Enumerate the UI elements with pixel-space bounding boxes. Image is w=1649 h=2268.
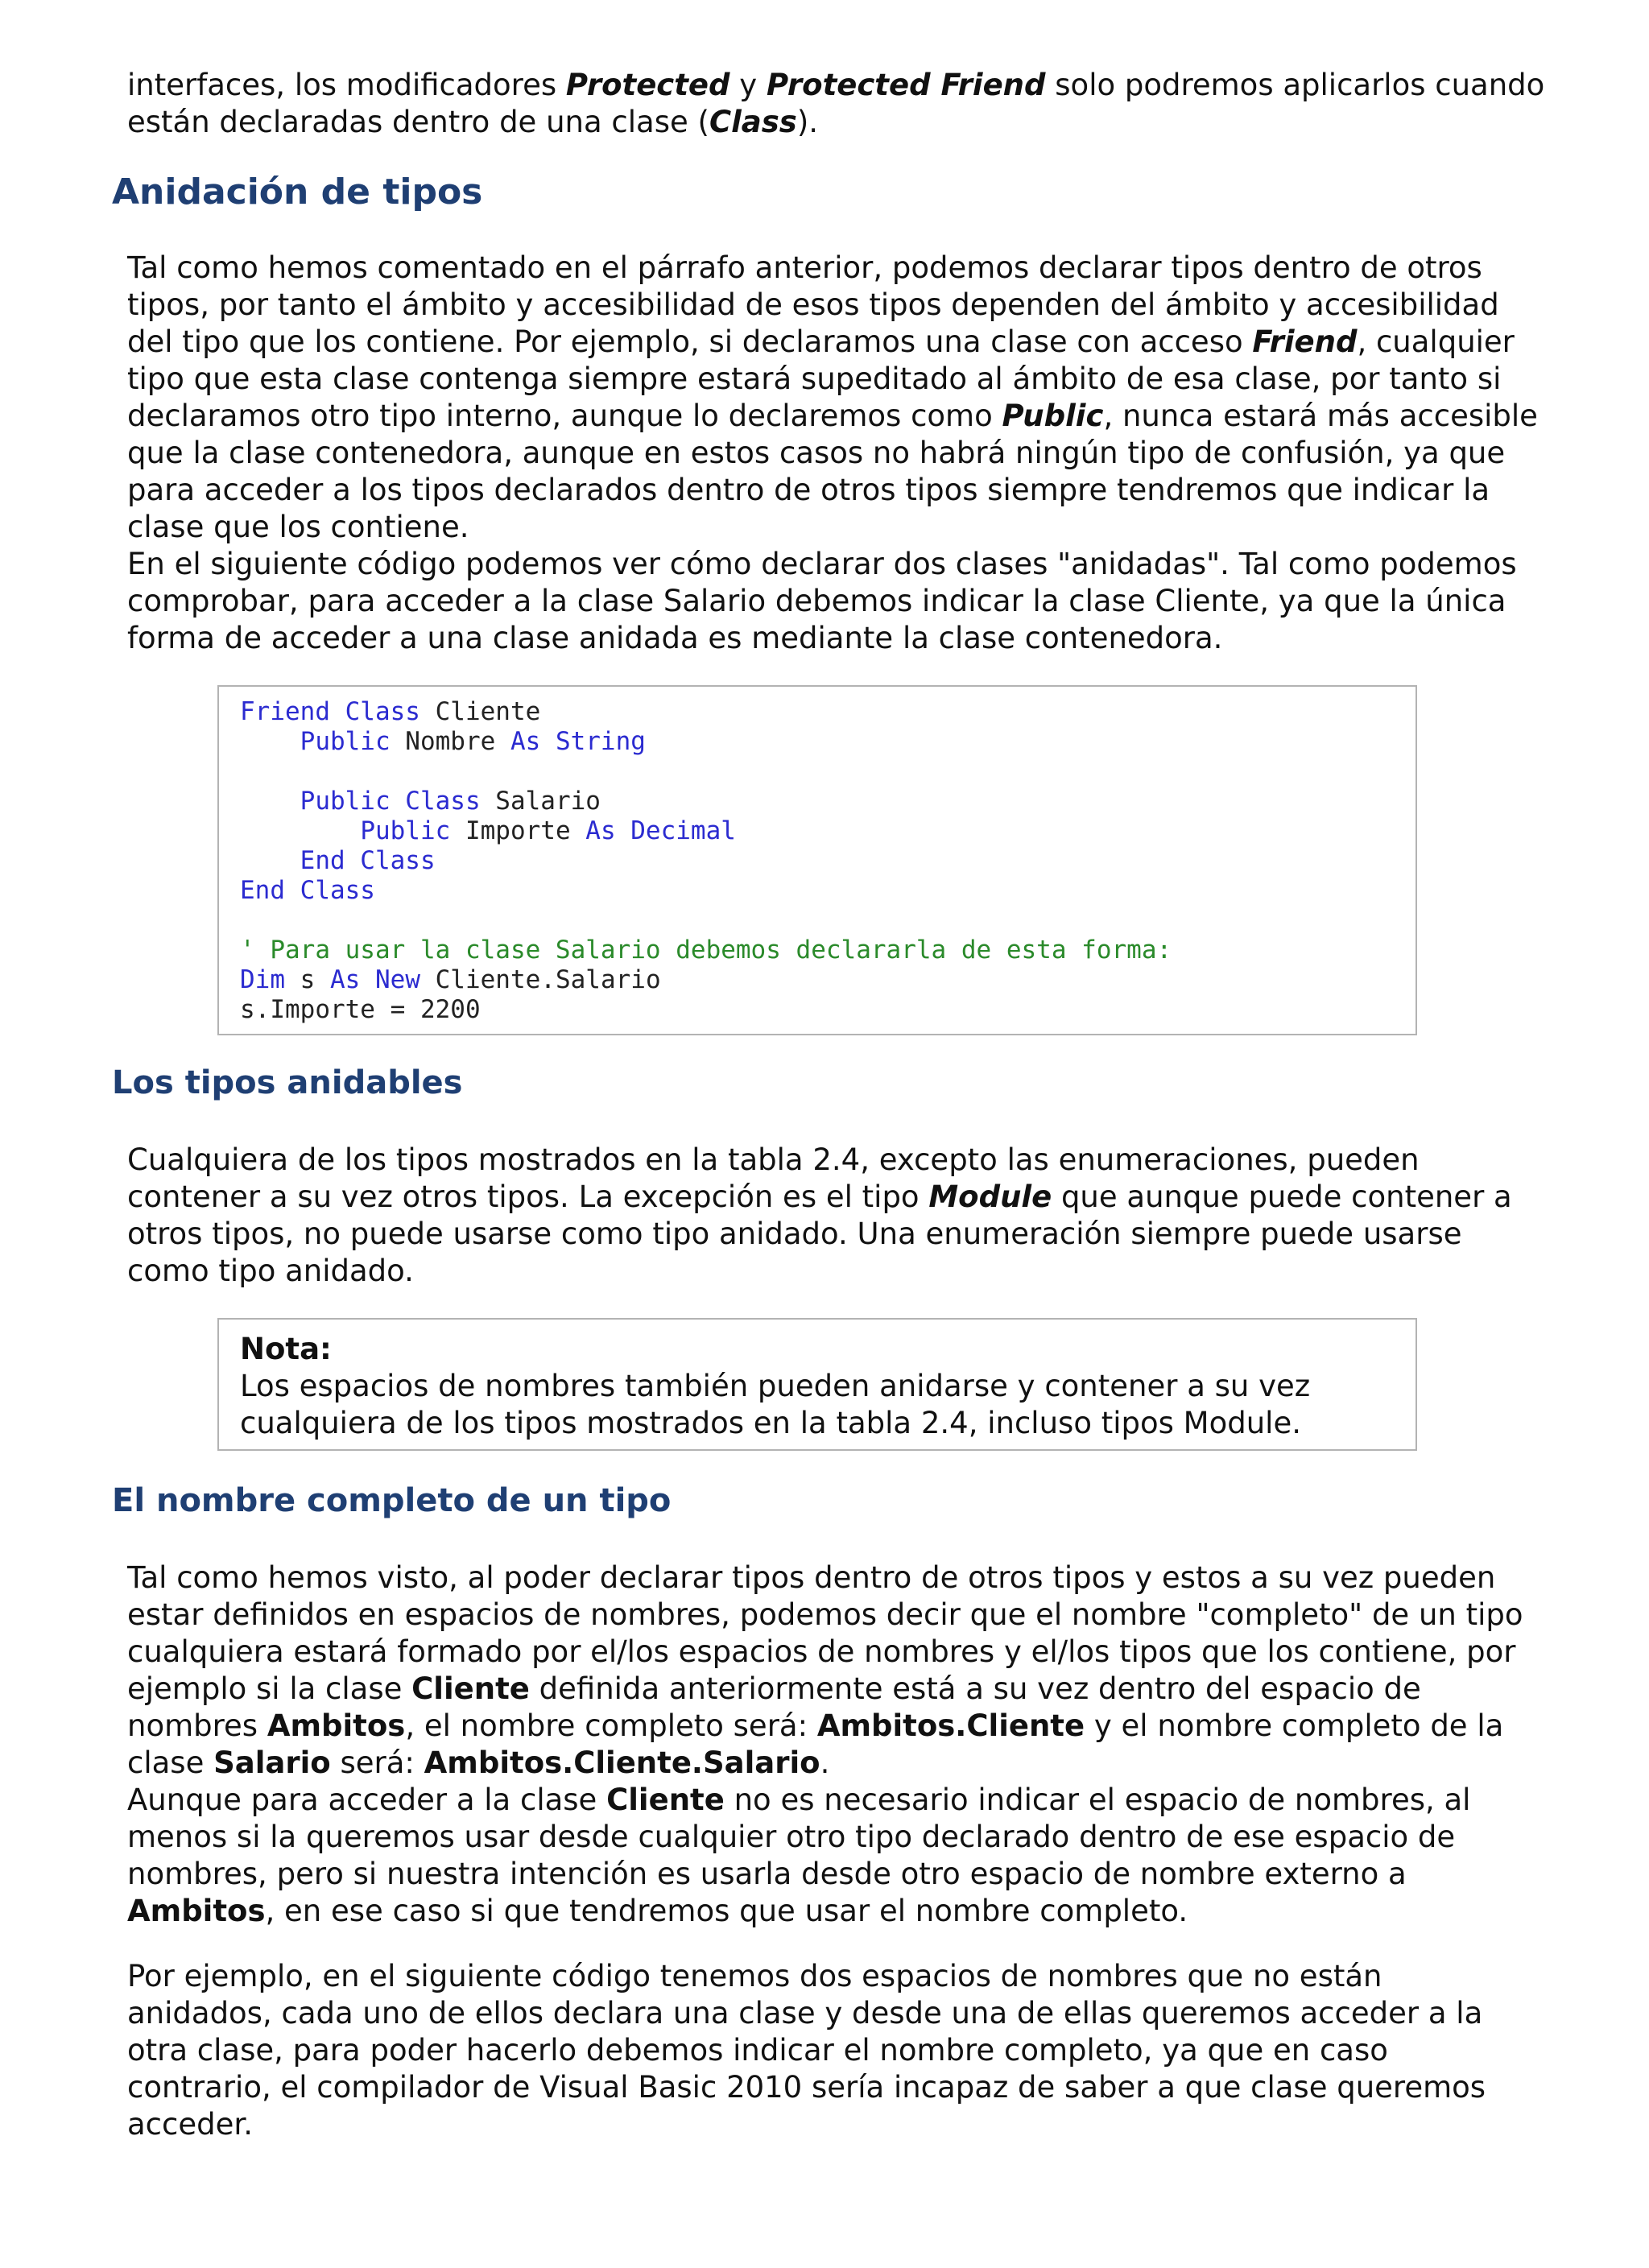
nombre-paragraph bbox=[127, 1560, 1528, 1930]
text-line: que la clase contenedora, aunque en estos casos no habrá ningún tipo de confusión, ya que bbox=[127, 436, 1506, 470]
code-block bbox=[217, 685, 1417, 1035]
code-line: s.Importe = 2200 bbox=[240, 995, 481, 1024]
heading-anidacion-de-tipos: Anidación de tipos bbox=[112, 171, 483, 213]
text-line: Por ejemplo, en el siguiente código tenemos dos espacios de nombres que no están bbox=[127, 1959, 1382, 1993]
anidables-paragraph bbox=[127, 1142, 1528, 1290]
keyword-friend: Friend bbox=[1252, 324, 1358, 359]
text-line: tipos, por tanto el ámbito y accesibilidad de esos tipos dependen del ámbito y accesibilidad bbox=[127, 287, 1499, 322]
keyword-module: Module bbox=[928, 1179, 1052, 1214]
text-line: comprobar, para acceder a la clase Salario debemos indicar la clase Cliente, ya que la única bbox=[127, 584, 1506, 618]
text-line: otra clase, para poder hacerlo debemos indicar el nombre completo, ya que en caso bbox=[127, 2033, 1388, 2068]
text-line: menos si la queremos usar desde cualquier otro tipo declarado dentro de ese espacio de bbox=[127, 1820, 1456, 1854]
text-line: Cualquiera de los tipos mostrados en la tabla 2.4, excepto las enumeraciones, pueden bbox=[127, 1142, 1420, 1177]
heading-los-tipos-anidables: Los tipos anidables bbox=[112, 1064, 463, 1101]
note-line: cualquiera de los tipos mostrados en la tabla 2.4, incluso tipos Module. bbox=[240, 1406, 1301, 1440]
text-line: Ambitos, en ese caso si que tendremos que usar el nombre completo. bbox=[127, 1894, 1188, 1928]
text-line: otros tipos, no puede usarse como tipo anidado. Una enumeración siempre puede usarse bbox=[127, 1217, 1462, 1251]
code-line: Public Class Salario bbox=[300, 787, 601, 816]
note-title: Nota: bbox=[240, 1332, 332, 1366]
code-line-blank bbox=[240, 757, 1395, 787]
text-line: están declaradas dentro de una clase (Class). bbox=[127, 105, 819, 139]
text-line: nombres, pero si nuestra intención es usarla desde otro espacio de nombre externo a bbox=[127, 1857, 1407, 1891]
text-line: En el siguiente código podemos ver cómo declarar dos clases "anidadas". Tal como podemos bbox=[127, 547, 1517, 581]
code-line: End Class bbox=[300, 846, 436, 875]
text-line: estar definidos en espacios de nombres, podemos decir que el nombre "completo" de un tipo bbox=[127, 1597, 1523, 1632]
text-line: tipo que esta clase contenga siempre estará supeditado al ámbito de esa clase, por tanto si bbox=[127, 361, 1502, 396]
text-line: declaramos otro tipo interno, aunque lo declaremos como Public, nunca estará más accesible bbox=[127, 399, 1538, 433]
text-line: anidados, cada uno de ellos declara una clase y desde una de ellas queremos acceder a la bbox=[127, 1996, 1483, 2030]
text-line: cualquiera estará formado por el/los espacios de nombres y el/los tipos que los contiene, por bbox=[127, 1634, 1516, 1669]
text-line: contener a su vez otros tipos. La excepción es el tipo Module que aunque puede contener a bbox=[127, 1179, 1512, 1214]
code-line: Dim s As New Cliente.Salario bbox=[240, 965, 661, 994]
code-comment-line: ' Para usar la clase Salario debemos declararla de esta forma: bbox=[240, 936, 1172, 965]
anidacion-paragraph bbox=[127, 250, 1538, 657]
text-line: del tipo que los contiene. Por ejemplo, si declaramos una clase con acceso Friend, cualquier bbox=[127, 324, 1515, 359]
text-line: Tal como hemos comentado en el párrafo anterior, podemos declarar tipos dentro de otros bbox=[127, 250, 1482, 285]
ejemplo-paragraph bbox=[127, 1958, 1528, 2143]
text-line: contrario, el compilador de Visual Basic 2010 sería incapaz de saber a que clase queremos bbox=[127, 2070, 1486, 2105]
keyword-protected-friend: Protected Friend bbox=[766, 68, 1046, 102]
keyword-public: Public bbox=[1002, 399, 1104, 433]
text-line: interfaces, los modificadores Protected y Protected Friend solo podremos aplicarlos cuando bbox=[127, 68, 1545, 102]
text-line: Aunque para acceder a la clase Cliente no es necesario indicar el espacio de nombres, al bbox=[127, 1783, 1471, 1817]
text-line: nombres Ambitos, el nombre completo será: Ambitos.Cliente y el nombre completo de la bbox=[127, 1708, 1504, 1743]
text-line: ejemplo si la clase Cliente definida anteriormente está a su vez dentro del espacio de bbox=[127, 1671, 1421, 1706]
code-line: Public Importe As Decimal bbox=[360, 816, 736, 845]
code-line: End Class bbox=[240, 876, 375, 905]
code-line: Friend Class Cliente bbox=[240, 697, 541, 726]
keyword-protected: Protected bbox=[565, 68, 730, 102]
code-line-blank bbox=[240, 906, 1395, 936]
note-line: Los espacios de nombres también pueden anidarse y contener a su vez bbox=[240, 1369, 1311, 1403]
code-line: Public Nombre As String bbox=[300, 727, 646, 756]
text-line: para acceder a los tipos declarados dentro de otros tipos siempre tendremos que indicar la bbox=[127, 473, 1490, 507]
text-line: forma de acceder a una clase anidada es mediante la clase contenedora. bbox=[127, 621, 1223, 655]
text-line: acceder. bbox=[127, 2107, 253, 2142]
keyword-class: Class bbox=[709, 105, 797, 139]
note-box bbox=[217, 1318, 1417, 1451]
text-line: clase Salario será: Ambitos.Cliente.Salario. bbox=[127, 1745, 830, 1780]
intro-paragraph bbox=[127, 67, 1545, 141]
text-line: clase que los contiene. bbox=[127, 510, 469, 544]
heading-el-nombre-completo: El nombre completo de un tipo bbox=[112, 1482, 672, 1519]
text-line: Tal como hemos visto, al poder declarar tipos dentro de otros tipos y estos a su vez pueden bbox=[127, 1560, 1496, 1595]
text-line: como tipo anidado. bbox=[127, 1254, 414, 1288]
